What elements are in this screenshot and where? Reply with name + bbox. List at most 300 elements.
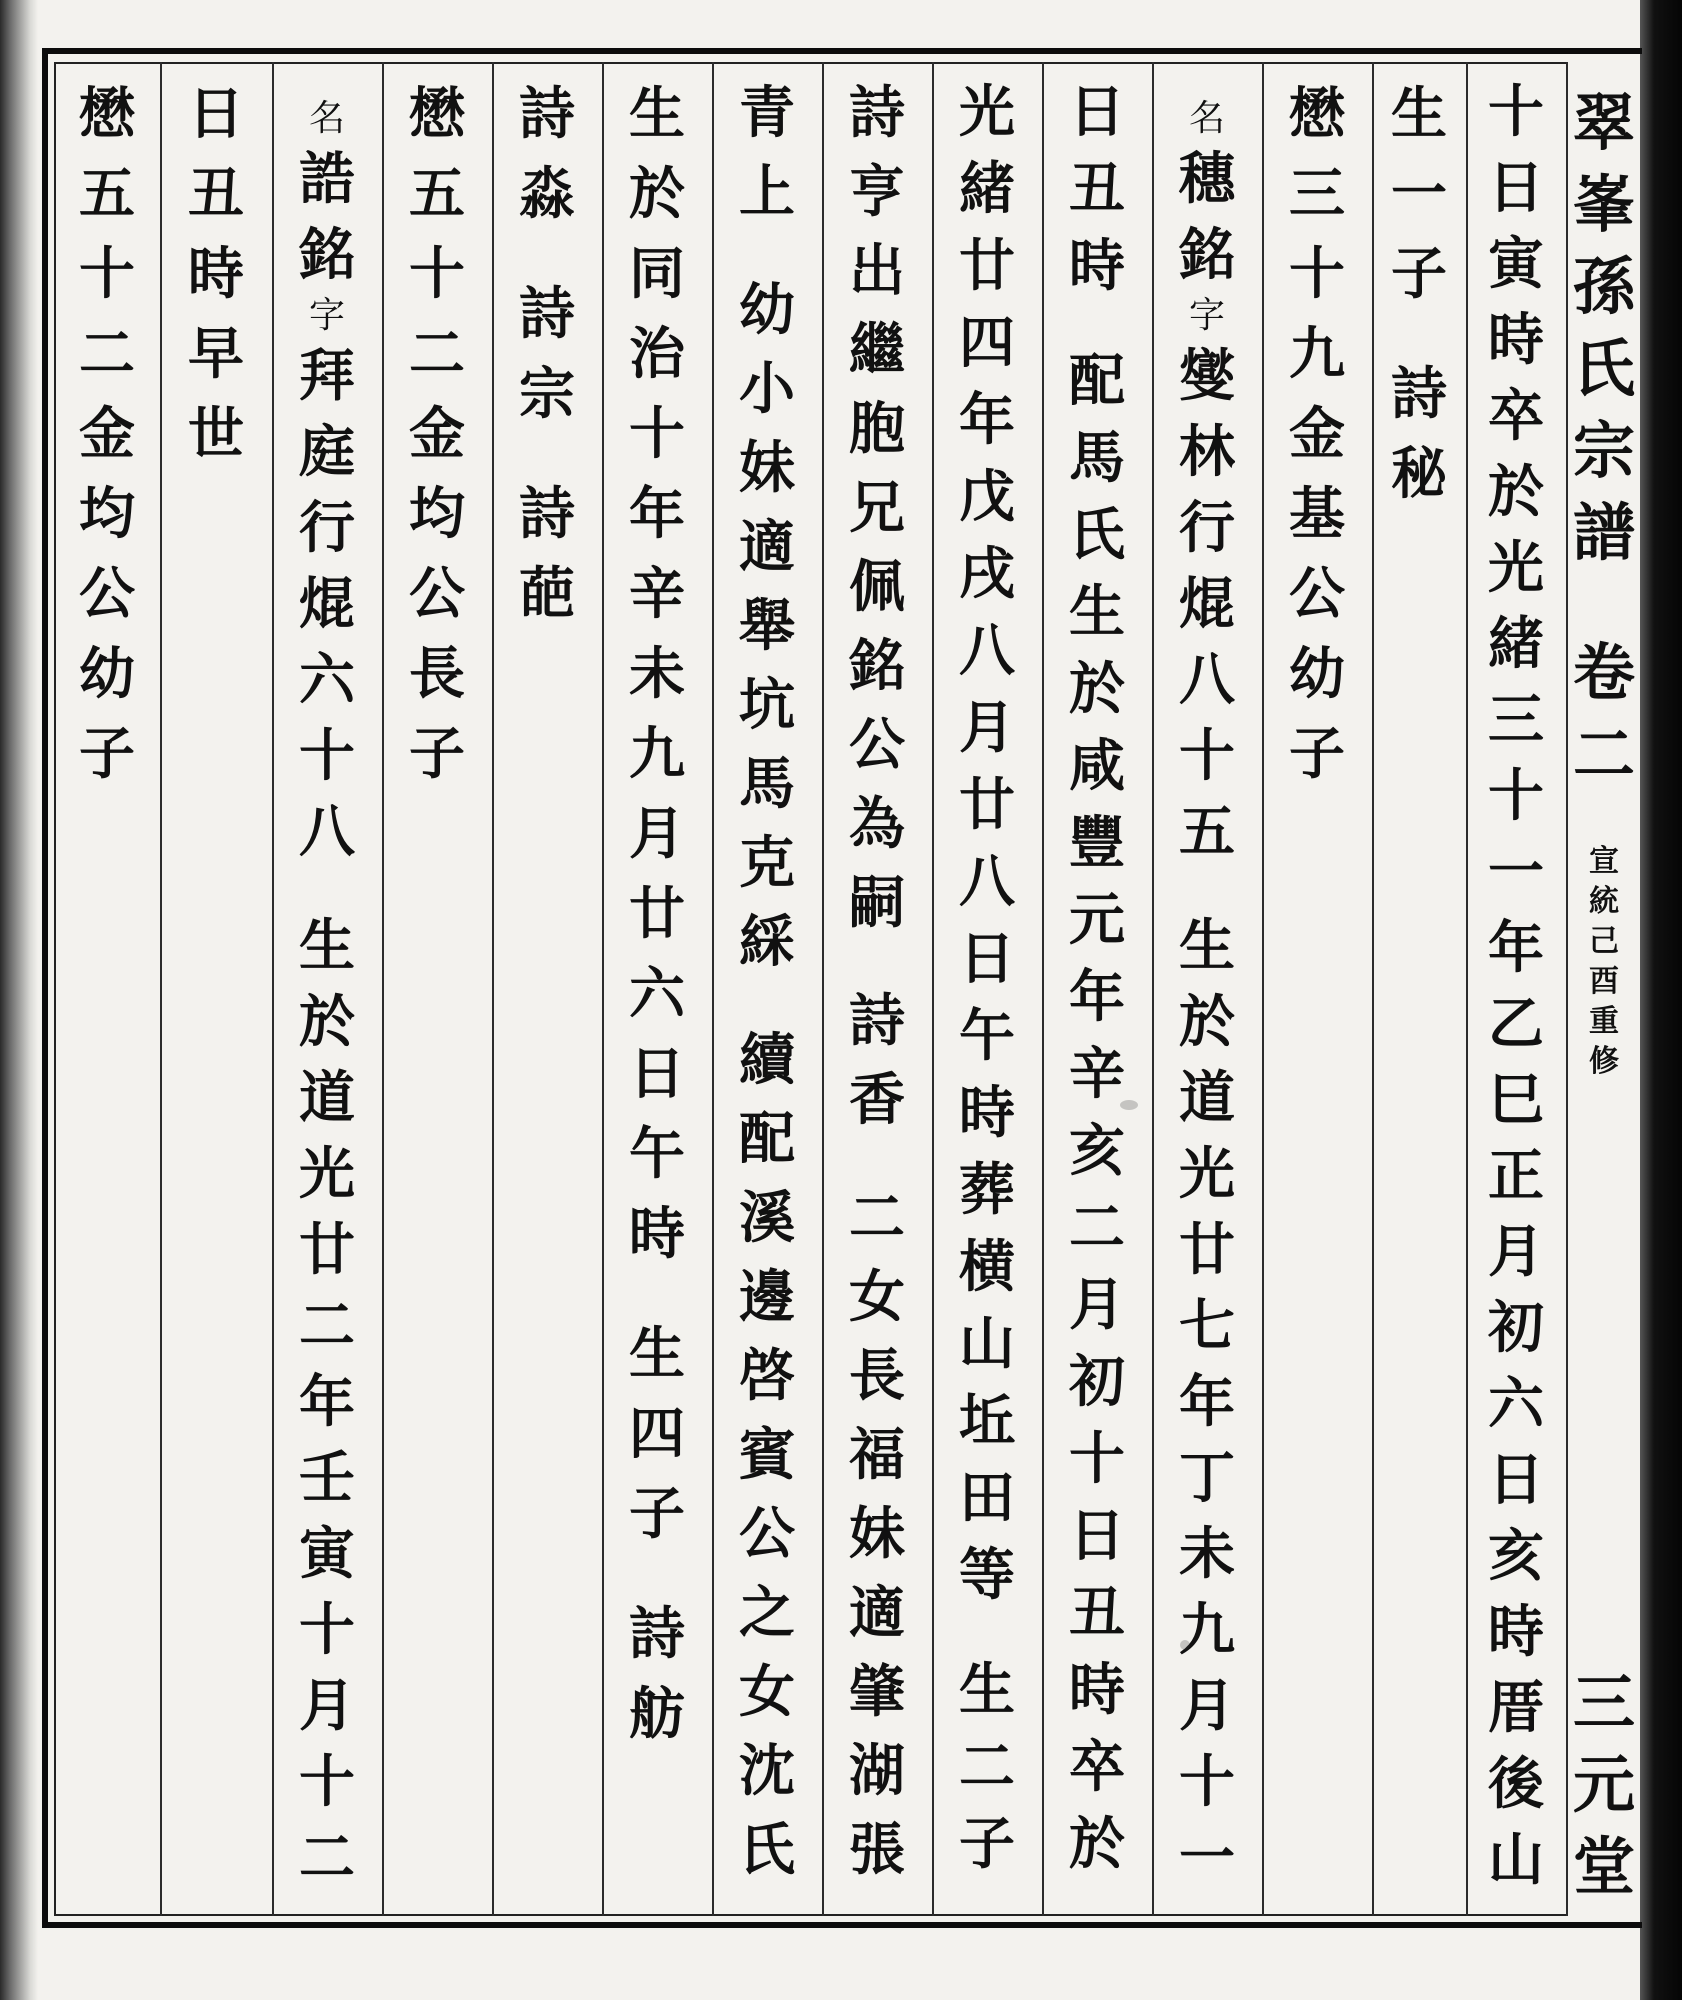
- glyph: 馬: [1069, 425, 1125, 491]
- ink-smudge: [1180, 1640, 1190, 1650]
- genealogy-title: [1574, 82, 1634, 574]
- glyph: 十: [79, 241, 135, 307]
- scan-edge-left: [0, 0, 38, 2000]
- glyph: 道: [1179, 1065, 1235, 1131]
- text-segment: [1069, 74, 1125, 305]
- glyph: 戊: [959, 464, 1015, 530]
- glyph: 六: [299, 647, 355, 713]
- glyph: 香: [849, 1067, 905, 1133]
- glyph: 公: [739, 1501, 795, 1567]
- glyph: 十: [1488, 763, 1544, 829]
- glyph: 辛: [1069, 1041, 1125, 1107]
- glyph: 堂: [1573, 1830, 1636, 1903]
- text-segment: [79, 74, 135, 794]
- glyph: 懋: [409, 81, 465, 147]
- ink-smudge: [1120, 1100, 1138, 1110]
- glyph: 舫: [629, 1681, 685, 1747]
- glyph: 九: [1289, 321, 1345, 387]
- glyph: 子: [959, 1811, 1015, 1877]
- glyph: 峯: [1573, 168, 1636, 241]
- glyph: 邊: [739, 1264, 795, 1330]
- glyph: 詩: [1391, 361, 1447, 427]
- glyph: 公: [79, 561, 135, 627]
- glyph: 三: [1573, 1666, 1636, 1739]
- text-column-c5: [1042, 74, 1152, 1883]
- text-segment: [1189, 96, 1225, 141]
- glyph: 女: [739, 1659, 795, 1725]
- glyph: 亥: [1488, 1523, 1544, 1589]
- glyph: 福: [849, 1422, 905, 1488]
- glyph: 詩: [849, 80, 905, 146]
- glyph: 五: [79, 161, 135, 227]
- text-segment: [519, 474, 575, 634]
- glyph: 乙: [1488, 991, 1544, 1057]
- glyph: 咸: [1069, 733, 1125, 799]
- glyph: 出: [849, 238, 905, 304]
- glyph: 午: [629, 1121, 685, 1187]
- text-column-c2: [1372, 74, 1466, 514]
- text-segment: [1488, 74, 1544, 1898]
- glyph: 九: [629, 721, 685, 787]
- glyph: 時: [188, 241, 244, 307]
- text-segment: [1179, 141, 1235, 293]
- text-segment: [849, 982, 905, 1140]
- glyph: 丑: [1069, 1580, 1125, 1646]
- glyph: 年: [1488, 915, 1544, 981]
- glyph: 月: [959, 695, 1015, 761]
- glyph: 年: [959, 387, 1015, 453]
- glyph: 啓: [739, 1343, 795, 1409]
- glyph: 正: [1488, 1143, 1544, 1209]
- glyph: 十: [409, 241, 465, 307]
- glyph: 元: [1573, 1748, 1636, 1821]
- glyph: 拜: [299, 343, 355, 409]
- glyph: 月: [1179, 1673, 1235, 1739]
- glyph: 於: [299, 989, 355, 1055]
- glyph: 時: [1488, 1599, 1544, 1665]
- glyph: 二: [299, 1293, 355, 1359]
- glyph: 公: [849, 712, 905, 778]
- text-segment: [409, 74, 465, 794]
- glyph: 二: [409, 321, 465, 387]
- glyph: 胞: [849, 396, 905, 462]
- glyph: 幼: [79, 641, 135, 707]
- glyph: 於: [1069, 656, 1125, 722]
- text-segment: [739, 271, 795, 982]
- glyph: 統: [1589, 884, 1619, 919]
- glyph: 肇: [849, 1659, 905, 1725]
- glyph: 一: [1488, 839, 1544, 905]
- glyph: 幼: [739, 277, 795, 343]
- glyph: 氏: [739, 1817, 795, 1883]
- glyph: 二: [79, 321, 135, 387]
- text-segment: [188, 74, 244, 474]
- text-segment: [629, 74, 685, 1274]
- glyph: 均: [409, 481, 465, 547]
- glyph: 克: [739, 830, 795, 896]
- glyph: 長: [409, 641, 465, 707]
- text-segment: [739, 74, 795, 232]
- glyph: 金: [1289, 401, 1345, 467]
- glyph: 葬: [959, 1157, 1015, 1223]
- edition-note: [1578, 842, 1630, 1082]
- glyph: 十: [1179, 723, 1235, 789]
- glyph: 山: [1488, 1827, 1544, 1893]
- text-column-c6: [932, 74, 1042, 1883]
- glyph: 四: [629, 1401, 685, 1467]
- glyph: 宗: [1573, 414, 1636, 487]
- glyph: 賓: [739, 1422, 795, 1488]
- glyph: 名: [308, 98, 345, 139]
- glyph: 丑: [1069, 156, 1125, 222]
- glyph: 氏: [1573, 332, 1636, 405]
- glyph: 日: [188, 81, 244, 147]
- glyph: 元: [1069, 887, 1125, 953]
- text-segment: [519, 274, 575, 434]
- glyph: 兄: [849, 475, 905, 541]
- glyph: 光: [299, 1141, 355, 1207]
- text-column-c4: [1152, 96, 1262, 1896]
- hall-name: [1574, 1662, 1634, 1908]
- glyph: 亨: [849, 159, 905, 225]
- glyph: 十: [1179, 1749, 1235, 1815]
- glyph: 未: [1179, 1521, 1235, 1587]
- glyph: 子: [1391, 241, 1447, 307]
- glyph: 金: [79, 401, 135, 467]
- glyph: 沈: [739, 1738, 795, 1804]
- text-column-c1: [1466, 74, 1566, 1898]
- glyph: 丑: [188, 161, 244, 227]
- volume-label: [1574, 632, 1634, 796]
- glyph: 焜: [299, 571, 355, 637]
- glyph: 田: [959, 1465, 1015, 1531]
- glyph: 孫: [1573, 250, 1636, 323]
- glyph: 八: [299, 799, 355, 865]
- glyph: 淼: [519, 161, 575, 227]
- text-segment: [629, 1594, 685, 1754]
- glyph: 同: [629, 241, 685, 307]
- glyph: 於: [1179, 989, 1235, 1055]
- glyph: 字: [1188, 295, 1225, 336]
- glyph: 辛: [629, 561, 685, 627]
- glyph: 庭: [299, 419, 355, 485]
- glyph: 詩: [519, 481, 575, 547]
- glyph: 子: [1289, 721, 1345, 787]
- glyph: 十: [1289, 241, 1345, 307]
- glyph: 詩: [629, 1601, 685, 1667]
- glyph: 詩: [519, 281, 575, 347]
- glyph: 公: [1289, 561, 1345, 627]
- glyph: 綵: [739, 909, 795, 975]
- glyph: 初: [1488, 1295, 1544, 1361]
- glyph: 八: [959, 618, 1015, 684]
- glyph: 佩: [849, 554, 905, 620]
- glyph: 張: [849, 1817, 905, 1883]
- glyph: 二: [849, 1185, 905, 1251]
- glyph: 日: [959, 926, 1015, 992]
- glyph: 卒: [1069, 1734, 1125, 1800]
- glyph: 生: [1179, 913, 1235, 979]
- glyph: 卒: [1488, 383, 1544, 449]
- glyph: 日: [1069, 1503, 1125, 1569]
- glyph: 酉: [1589, 964, 1619, 999]
- glyph: 溪: [739, 1185, 795, 1251]
- glyph: 子: [409, 721, 465, 787]
- glyph: 光: [1179, 1141, 1235, 1207]
- scan-edge-right: [1640, 0, 1682, 2000]
- text-column-c7: [822, 74, 932, 1890]
- text-segment: [1289, 74, 1345, 794]
- glyph: 宗: [519, 361, 575, 427]
- glyph: 十: [299, 1597, 355, 1663]
- glyph: 日: [1488, 155, 1544, 221]
- glyph: 時: [1488, 307, 1544, 373]
- glyph: 小: [739, 356, 795, 422]
- glyph: 名: [1188, 98, 1225, 139]
- glyph: 銘: [849, 633, 905, 699]
- glyph: 穗: [1179, 146, 1235, 212]
- banner-column: [1568, 62, 1640, 1916]
- glyph: 六: [1488, 1371, 1544, 1437]
- glyph: 八: [959, 849, 1015, 915]
- glyph: 湖: [849, 1738, 905, 1804]
- glyph: 緒: [959, 156, 1015, 222]
- glyph: 坵: [959, 1388, 1015, 1454]
- glyph: 於: [1488, 459, 1544, 525]
- glyph: 光: [959, 79, 1015, 145]
- glyph: 行: [299, 495, 355, 561]
- glyph: 道: [299, 1065, 355, 1131]
- glyph: 寅: [299, 1521, 355, 1587]
- text-segment: [309, 293, 345, 338]
- glyph: 二: [1069, 1195, 1125, 1261]
- glyph: 幼: [1289, 641, 1345, 707]
- glyph: 五: [409, 161, 465, 227]
- glyph: 十: [299, 723, 355, 789]
- glyph: 均: [79, 481, 135, 547]
- glyph: 三: [1488, 687, 1544, 753]
- glyph: 於: [629, 161, 685, 227]
- text-column-c8: [712, 74, 822, 1890]
- text-column-c14: [54, 74, 160, 794]
- glyph: 馬: [739, 751, 795, 817]
- glyph: 妹: [739, 435, 795, 501]
- glyph: 上: [739, 159, 795, 225]
- glyph: 林: [1179, 419, 1235, 485]
- glyph: 銘: [299, 222, 355, 288]
- glyph: 午: [959, 1003, 1015, 1069]
- text-segment: [959, 74, 1015, 1614]
- glyph: 詩: [519, 81, 575, 147]
- glyph: 日: [1069, 79, 1125, 145]
- glyph: 生: [959, 1657, 1015, 1723]
- glyph: 十: [629, 401, 685, 467]
- glyph: 十: [1488, 79, 1544, 145]
- text-segment: [299, 338, 355, 870]
- glyph: 為: [849, 791, 905, 857]
- glyph: 厝: [1488, 1675, 1544, 1741]
- glyph: 金: [409, 401, 465, 467]
- glyph: 繼: [849, 317, 905, 383]
- glyph: 懋: [79, 81, 135, 147]
- glyph: 生: [1391, 81, 1447, 147]
- glyph: 未: [629, 641, 685, 707]
- text-segment: [1069, 343, 1125, 1883]
- glyph: 生: [629, 1321, 685, 1387]
- glyph: 年: [1069, 964, 1125, 1030]
- glyph: 豐: [1069, 810, 1125, 876]
- text-column-c3: [1262, 74, 1372, 794]
- genealogy-title-text: [1573, 82, 1635, 574]
- glyph: 誥: [299, 146, 355, 212]
- glyph: 初: [1069, 1349, 1125, 1415]
- glyph: 時: [1069, 1657, 1125, 1723]
- glyph: 長: [849, 1343, 905, 1409]
- glyph: 青: [739, 80, 795, 146]
- glyph: 月: [1488, 1219, 1544, 1285]
- glyph: 廿: [629, 881, 685, 947]
- glyph: 譜: [1573, 496, 1636, 569]
- glyph: 廿: [959, 772, 1015, 838]
- glyph: 緒: [1488, 611, 1544, 677]
- glyph: 九: [1179, 1597, 1235, 1663]
- text-segment: [1179, 908, 1235, 1896]
- glyph: 行: [1179, 495, 1235, 561]
- glyph: 廿: [299, 1217, 355, 1283]
- glyph: 葩: [519, 561, 575, 627]
- glyph: 早: [188, 321, 244, 387]
- glyph: 坑: [739, 672, 795, 738]
- glyph: 戌: [959, 541, 1015, 607]
- glyph: 年: [1179, 1369, 1235, 1435]
- glyph: 嗣: [849, 870, 905, 936]
- glyph: 丁: [1179, 1445, 1235, 1511]
- glyph: 子: [629, 1481, 685, 1547]
- glyph: 於: [1069, 1811, 1125, 1877]
- glyph: 舉: [739, 593, 795, 659]
- text-segment: [1391, 74, 1447, 314]
- glyph: 卷: [1573, 636, 1636, 709]
- glyph: 廿: [959, 233, 1015, 299]
- glyph: 後: [1488, 1751, 1544, 1817]
- glyph: 基: [1289, 481, 1345, 547]
- glyph: 懋: [1289, 81, 1345, 147]
- glyph: 七: [1179, 1293, 1235, 1359]
- text-segment: [959, 1652, 1015, 1883]
- text-column-c11: [382, 74, 492, 794]
- glyph: 字: [308, 295, 345, 336]
- glyph: 日: [629, 1041, 685, 1107]
- glyph: 月: [299, 1673, 355, 1739]
- glyph: 日: [1488, 1447, 1544, 1513]
- glyph: 續: [739, 1027, 795, 1093]
- text-segment: [629, 1314, 685, 1554]
- glyph: 寅: [1488, 231, 1544, 297]
- glyph: 適: [739, 514, 795, 580]
- glyph: 宣: [1589, 844, 1619, 879]
- glyph: 詩: [849, 988, 905, 1054]
- glyph: 巳: [1488, 1067, 1544, 1133]
- glyph: 月: [629, 801, 685, 867]
- text-column-c12: [272, 96, 382, 1896]
- text-column-c13: [160, 74, 272, 474]
- text-segment: [309, 96, 345, 141]
- glyph: 重: [1589, 1004, 1619, 1039]
- glyph: 秘: [1391, 441, 1447, 507]
- glyph: 十: [299, 1749, 355, 1815]
- text-segment: [299, 908, 355, 1896]
- glyph: 等: [959, 1542, 1015, 1608]
- glyph: 三: [1289, 161, 1345, 227]
- glyph: 時: [629, 1201, 685, 1267]
- glyph: 生: [1069, 579, 1125, 645]
- glyph: 一: [1179, 1825, 1235, 1891]
- glyph: 治: [629, 321, 685, 387]
- text-segment: [299, 141, 355, 293]
- glyph: 氏: [1069, 502, 1125, 568]
- volume-label-text: [1573, 632, 1635, 796]
- glyph: 女: [849, 1264, 905, 1330]
- glyph: 子: [79, 721, 135, 787]
- glyph: 六: [629, 961, 685, 1027]
- glyph: 廿: [1179, 1217, 1235, 1283]
- glyph: 年: [299, 1369, 355, 1435]
- glyph: 公: [409, 561, 465, 627]
- glyph: 配: [739, 1106, 795, 1172]
- glyph: 配: [1069, 348, 1125, 414]
- text-segment: [1391, 354, 1447, 514]
- glyph: 年: [629, 481, 685, 547]
- glyph: 生: [299, 913, 355, 979]
- glyph: 山: [959, 1311, 1015, 1377]
- glyph: 亥: [1069, 1118, 1125, 1184]
- glyph: 己: [1589, 924, 1619, 959]
- glyph: 修: [1589, 1044, 1619, 1079]
- glyph: 二: [959, 1734, 1015, 1800]
- glyph: 妹: [849, 1501, 905, 1567]
- text-column-c10: [492, 74, 602, 634]
- glyph: 世: [188, 401, 244, 467]
- glyph: 十: [1069, 1426, 1125, 1492]
- glyph: 翠: [1573, 86, 1636, 159]
- glyph: 之: [739, 1580, 795, 1646]
- glyph: 横: [959, 1234, 1015, 1300]
- glyph: 適: [849, 1580, 905, 1646]
- glyph: 時: [1069, 233, 1125, 299]
- glyph: 生: [629, 81, 685, 147]
- glyph: 二: [299, 1825, 355, 1891]
- text-segment: [519, 74, 575, 234]
- glyph: 二: [1573, 718, 1636, 791]
- text-segment: [849, 1179, 905, 1890]
- text-segment: [1179, 338, 1235, 870]
- glyph: 月: [1069, 1272, 1125, 1338]
- hall-name-text: [1573, 1662, 1635, 1908]
- glyph: 四: [959, 310, 1015, 376]
- glyph: 八: [1179, 647, 1235, 713]
- edition-note-text: [1589, 842, 1619, 1082]
- text-segment: [739, 1021, 795, 1890]
- text-segment: [1189, 293, 1225, 338]
- text-column-c9: [602, 74, 712, 1754]
- text-segment: [849, 74, 905, 943]
- glyph: 光: [1488, 535, 1544, 601]
- glyph: 五: [1179, 799, 1235, 865]
- glyph: 時: [959, 1080, 1015, 1146]
- glyph: 一: [1391, 161, 1447, 227]
- glyph: 銘: [1179, 222, 1235, 288]
- glyph: 壬: [299, 1445, 355, 1511]
